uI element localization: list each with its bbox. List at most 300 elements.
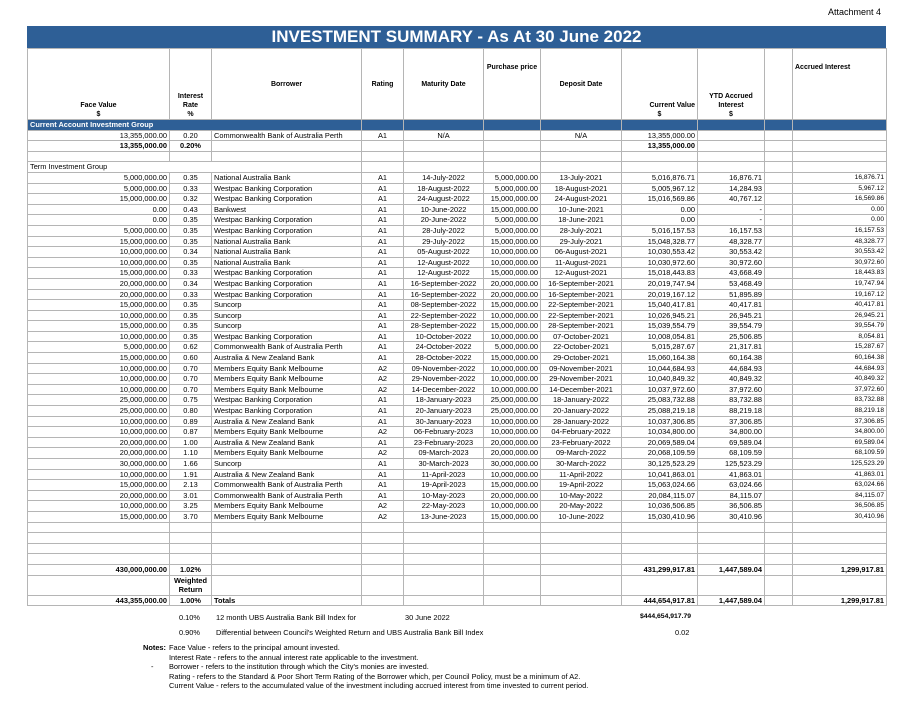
empty-cell: [793, 554, 887, 565]
cell-maturity-date: 09-March-2023: [404, 448, 484, 459]
empty-cell: [541, 522, 622, 533]
cell-face-value: 15,000,000.00: [28, 268, 170, 279]
cell-blank: [765, 204, 793, 215]
current-account-section-row: [28, 120, 887, 131]
table-row: [28, 469, 887, 480]
cell-blank: [765, 236, 793, 247]
empty-cell: [212, 564, 362, 575]
cell-accrued-interest: 44,684.93: [793, 363, 887, 374]
cell-blank: [765, 321, 793, 332]
cell-rating: A1: [362, 395, 404, 406]
cell-blank: [765, 183, 793, 194]
cell-maturity-date: 29-July-2022: [404, 236, 484, 247]
cell-ytd-accrued: 43,668.49: [698, 268, 765, 279]
cell-purchase-price: 5,000,000.00: [484, 225, 541, 236]
header-current-value: [622, 49, 698, 120]
header-ytd-accrued-label: YTD Accrued Interest: [709, 93, 753, 109]
cell-ytd-accrued: 34,800.00: [698, 427, 765, 438]
header-ytd-accrued: [698, 49, 765, 120]
cell-blank: [765, 448, 793, 459]
cell-rate: 0.89: [170, 416, 212, 427]
empty-cell: [404, 575, 484, 595]
cell-borrower: Members Equity Bank Melbourne: [212, 448, 362, 459]
cell-maturity-date: 10-June-2022: [404, 204, 484, 215]
cell-blank: [765, 406, 793, 417]
cell-blank: [765, 427, 793, 438]
cell-maturity-date: 16-September-2022: [404, 278, 484, 289]
cell-maturity-date: 28-October-2022: [404, 353, 484, 364]
empty-cell: [698, 533, 765, 544]
empty-cell: [622, 533, 698, 544]
cell-rate: 1.66: [170, 459, 212, 470]
table-row: [28, 215, 887, 226]
cell-accrued-interest: 18,443.83: [793, 268, 887, 279]
note-line: Face Value - refers to the principal amount invested.: [169, 643, 340, 652]
header-maturity-date: Maturity Date: [404, 49, 484, 120]
cell-maturity-date: 24-October-2022: [404, 342, 484, 353]
empty-cell: [541, 554, 622, 565]
subtotal-accrued-interest: 1,299,917.81: [793, 564, 887, 575]
cell-rate: 0.35: [170, 225, 212, 236]
cell-current-value: 20,069,589.04: [622, 437, 698, 448]
cell-rating: A1: [362, 353, 404, 364]
cell-rate: 0.33: [170, 183, 212, 194]
cell-purchase-price: 15,000,000.00: [484, 353, 541, 364]
empty-cell: [793, 575, 887, 595]
cell-accrued-interest: 0.00: [793, 204, 887, 215]
header-rating: Rating: [362, 49, 404, 120]
table-row: [28, 427, 887, 438]
table-row: [28, 406, 887, 417]
table-row: [28, 289, 887, 300]
cell-accrued-interest: 26,945.21: [793, 310, 887, 321]
cell-blank: [765, 310, 793, 321]
table-row: [28, 374, 887, 385]
cell-purchase-price: 10,000,000.00: [484, 247, 541, 258]
cell-deposit-date: 13-July-2021: [541, 172, 622, 183]
cell-accrued-interest: 83,732.88: [793, 395, 887, 406]
cell-deposit-date: 10-May-2022: [541, 490, 622, 501]
cell-rating: A2: [362, 448, 404, 459]
cell-maturity-date: 13-June-2023: [404, 511, 484, 522]
table-row: [28, 395, 887, 406]
header-purchase-price: Purchase price: [484, 49, 541, 120]
empty-cell: [170, 554, 212, 565]
cell-maturity-date: 28-July-2022: [404, 225, 484, 236]
cell-ytd-accrued: [698, 130, 765, 141]
cell-blank: [765, 480, 793, 491]
cell-accrued-interest: 68,109.59: [793, 448, 887, 459]
cell-ytd-accrued: 48,328.77: [698, 236, 765, 247]
empty-cell: [362, 595, 404, 606]
cell-accrued-interest: 34,800.00: [793, 427, 887, 438]
cell-current-value: 10,034,800.00: [622, 427, 698, 438]
table-row: [28, 225, 887, 236]
empty-cell: [793, 543, 887, 554]
cell-current-value: 15,048,328.77: [622, 236, 698, 247]
subtotal-face-value: 430,000,000.00: [28, 564, 170, 575]
cell-deposit-date: 28-September-2021: [541, 321, 622, 332]
cell-purchase-price: 15,000,000.00: [484, 511, 541, 522]
cell-purchase-price: 10,000,000.00: [484, 416, 541, 427]
cell-purchase-price: 20,000,000.00: [484, 278, 541, 289]
cell-rating: A2: [362, 374, 404, 385]
table-row: [28, 247, 887, 258]
empty-cell: [28, 575, 170, 595]
empty-cell: [404, 564, 484, 575]
cell-rate: 0.34: [170, 247, 212, 258]
cell-rating: A1: [362, 406, 404, 417]
cell-purchase-price: 5,000,000.00: [484, 215, 541, 226]
cell-rating: A1: [362, 342, 404, 353]
table-row: [28, 384, 887, 395]
cell-rate: 1.91: [170, 469, 212, 480]
cell-face-value: 20,000,000.00: [28, 448, 170, 459]
cell-maturity-date: 30-January-2023: [404, 416, 484, 427]
cell-face-value: 10,000,000.00: [28, 247, 170, 258]
empty-cell: [793, 522, 887, 533]
table-row: [28, 353, 887, 364]
empty-cell: [698, 554, 765, 565]
cell-accrued-interest: 30,972.60: [793, 257, 887, 268]
empty-cell: [404, 533, 484, 544]
cell-accrued-interest: 5,967.12: [793, 183, 887, 194]
cell-face-value: 10,000,000.00: [28, 427, 170, 438]
cell-borrower: Suncorp: [212, 310, 362, 321]
cell-deposit-date: 18-August-2021: [541, 183, 622, 194]
cell-deposit-date: 22-September-2021: [541, 300, 622, 311]
current-account-row: [28, 130, 887, 141]
cell-deposit-date: 16-September-2021: [541, 289, 622, 300]
attachment-label: Attachment 4: [828, 7, 882, 17]
cell-purchase-price: 10,000,000.00: [484, 363, 541, 374]
cell-rating: A2: [362, 501, 404, 512]
cell-borrower: Suncorp: [212, 300, 362, 311]
empty-cell: [541, 595, 622, 606]
cell-purchase-price: 10,000,000.00: [484, 374, 541, 385]
total-current-value: 444,654,917.81: [622, 595, 698, 606]
cell-ytd-accrued: 14,284.93: [698, 183, 765, 194]
cell-borrower: Westpac Banking Corporation: [212, 194, 362, 205]
header-current-value-label: Current Value: [649, 102, 695, 109]
cell-rate: 0.35: [170, 331, 212, 342]
cell-purchase-price: 20,000,000.00: [484, 289, 541, 300]
cell-blank: [765, 437, 793, 448]
cell-accrued-interest: 8,054.81: [793, 331, 887, 342]
cell-ytd-accrued: 53,468.49: [698, 278, 765, 289]
header-row: [28, 49, 887, 120]
cell-rating: A1: [362, 416, 404, 427]
empty-cell: [404, 543, 484, 554]
cell-accrued-interest: 69,589.04: [793, 437, 887, 448]
cell-purchase-price: 15,000,000.00: [484, 194, 541, 205]
cell-face-value: 30,000,000.00: [28, 459, 170, 470]
cell-maturity-date: 12-August-2022: [404, 268, 484, 279]
cell-rating: A1: [362, 225, 404, 236]
cell-rate: 0.35: [170, 321, 212, 332]
table-row: [28, 448, 887, 459]
cell-deposit-date: 24-August-2021: [541, 194, 622, 205]
cell-face-value: 20,000,000.00: [28, 437, 170, 448]
spacer-row: [28, 151, 887, 162]
cell-current-value: 0.00: [622, 215, 698, 226]
cell-deposit-date: 18-January-2022: [541, 395, 622, 406]
cell-maturity-date: 23-February-2023: [404, 437, 484, 448]
notes-dash: -: [151, 662, 154, 671]
cell-rate: 0.35: [170, 257, 212, 268]
note-line: Rating - refers to the Standard & Poor Short Term Rating of the Borrower which, per Council Policy, must be a minimum of A2.: [169, 671, 581, 681]
weighted-return-row: [28, 575, 887, 595]
cell-deposit-date: 07-October-2021: [541, 331, 622, 342]
cell-purchase-price: 5,000,000.00: [484, 172, 541, 183]
cell-rate: 0.33: [170, 268, 212, 279]
cell-current-value: 15,018,443.83: [622, 268, 698, 279]
cell-borrower: Westpac Banking Corporation: [212, 183, 362, 194]
cell-current-value: 10,037,972.60: [622, 384, 698, 395]
empty-cell: [541, 543, 622, 554]
cell-current-value: 5,016,157.53: [622, 225, 698, 236]
cell-current-value: 10,030,553.42: [622, 247, 698, 258]
bbsw-amount: $444,654,917.79: [640, 613, 692, 620]
cell-rating: A1: [362, 204, 404, 215]
cell-borrower: Westpac Banking Corporation: [212, 395, 362, 406]
diff-amount: 0.02: [675, 628, 690, 637]
cell-rate: 0.70: [170, 374, 212, 385]
cell-deposit-date: 06-August-2021: [541, 247, 622, 258]
cell-accrued-interest: 39,554.79: [793, 321, 887, 332]
cell-deposit-date: 19-April-2022: [541, 480, 622, 491]
cell-ytd-accrued: 37,972.60: [698, 384, 765, 395]
cell-purchase-price: 5,000,000.00: [484, 342, 541, 353]
subtotal-current-value: 13,355,000.00: [622, 141, 698, 152]
cell-borrower: Suncorp: [212, 321, 362, 332]
table-row: [28, 310, 887, 321]
cell-rating: A1: [362, 289, 404, 300]
current-account-section-label: Current Account Investment Group: [28, 120, 362, 131]
header-accrued-interest: Accrued Interest: [793, 49, 887, 120]
cell-ytd-accrued: 40,849.32: [698, 374, 765, 385]
cell-face-value: 10,000,000.00: [28, 331, 170, 342]
cell-deposit-date: 20-January-2022: [541, 406, 622, 417]
header-ytd-accrued-unit: $: [729, 111, 733, 118]
header-current-value-unit: $: [657, 111, 662, 118]
cell-current-value: 25,088,219.18: [622, 406, 698, 417]
header-interest-rate-label: Interest Rate: [177, 93, 204, 109]
subtotal-face-value: 13,355,000.00: [28, 141, 170, 152]
cell-deposit-date: 12-August-2021: [541, 268, 622, 279]
empty-cell: [541, 575, 622, 595]
cell-ytd-accrued: 39,554.79: [698, 321, 765, 332]
cell-rate: 1.10: [170, 448, 212, 459]
cell-maturity-date: 10-May-2023: [404, 490, 484, 501]
note-line: Current Value - refers to the accumulated value of the investment including accrued interest from time invested to current period.: [169, 681, 589, 691]
cell-borrower: National Australia Bank: [212, 236, 362, 247]
term-section-row: [28, 162, 887, 173]
cell-deposit-date: 28-January-2022: [541, 416, 622, 427]
empty-row: [28, 533, 887, 544]
empty-cell: [28, 554, 170, 565]
cell-purchase-price: 10,000,000.00: [484, 469, 541, 480]
cell-rate: 0.32: [170, 194, 212, 205]
cell-accrued-interest: 41,863.01: [793, 469, 887, 480]
cell-accrued-interest: 37,306.85: [793, 416, 887, 427]
note-line: Borrower - refers to the institution through which the City's monies are invested.: [169, 662, 429, 672]
cell-maturity-date: N/A: [404, 130, 484, 141]
empty-cell: [484, 522, 541, 533]
cell-ytd-accrued: 36,506.85: [698, 501, 765, 512]
cell-purchase-price: 15,000,000.00: [484, 300, 541, 311]
cell-ytd-accrued: 60,164.38: [698, 353, 765, 364]
cell-borrower: Westpac Banking Corporation: [212, 268, 362, 279]
empty-cell: [212, 554, 362, 565]
cell-purchase-price: 10,000,000.00: [484, 384, 541, 395]
cell-accrued-interest: 36,506.85: [793, 501, 887, 512]
empty-cell: [765, 543, 793, 554]
cell-deposit-date: 22-October-2021: [541, 342, 622, 353]
cell-blank: [765, 268, 793, 279]
empty-cell: [765, 522, 793, 533]
cell-ytd-accrued: 88,219.18: [698, 406, 765, 417]
table-row: [28, 331, 887, 342]
empty-cell: [484, 575, 541, 595]
cell-accrued-interest: 16,569.86: [793, 194, 887, 205]
cell-rating: A2: [362, 363, 404, 374]
empty-cell: [765, 533, 793, 544]
note-line: Interest Rate - refers to the annual interest rate applicable to the investment.: [169, 652, 419, 662]
cell-purchase-price: 10,000,000.00: [484, 257, 541, 268]
empty-cell: [212, 522, 362, 533]
cell-purchase-price: 15,000,000.00: [484, 204, 541, 215]
table-row: [28, 194, 887, 205]
header-face-value-label: Face Value: [80, 102, 117, 109]
cell-ytd-accrued: 40,417.81: [698, 300, 765, 311]
empty-cell: [362, 543, 404, 554]
cell-rating: A2: [362, 427, 404, 438]
empty-row: [28, 554, 887, 565]
cell-current-value: 20,019,167.12: [622, 289, 698, 300]
empty-cell: [484, 564, 541, 575]
cell-accrued-interest: 88,219.18: [793, 406, 887, 417]
cell-current-value: 15,039,554.79: [622, 321, 698, 332]
cell-ytd-accrued: 84,115.07: [698, 490, 765, 501]
empty-cell: [765, 575, 793, 595]
bbsw-label: 12 month UBS Australia Bank Bill Index for: [216, 613, 357, 622]
cell-rate: 0.87: [170, 427, 212, 438]
empty-cell: [622, 522, 698, 533]
cell-face-value: 20,000,000.00: [28, 278, 170, 289]
cell-borrower: Bankwest: [212, 204, 362, 215]
empty-cell: [765, 595, 793, 606]
cell-rate: 0.35: [170, 236, 212, 247]
cell-face-value: 10,000,000.00: [28, 363, 170, 374]
total-face-value: 443,355,000.00: [28, 595, 170, 606]
cell-rating: A2: [362, 384, 404, 395]
cell-accrued-interest: 37,972.60: [793, 384, 887, 395]
cell-rating: A1: [362, 183, 404, 194]
total-accrued-interest: 1,299,917.81: [793, 595, 887, 606]
cell-rate: 1.00: [170, 437, 212, 448]
cell-face-value: 15,000,000.00: [28, 353, 170, 364]
cell-borrower: Australia & New Zealand Bank: [212, 437, 362, 448]
empty-cell: [28, 533, 170, 544]
cell-ytd-accrued: 26,945.21: [698, 310, 765, 321]
cell-purchase-price: 25,000,000.00: [484, 395, 541, 406]
table-row: [28, 236, 887, 247]
cell-deposit-date: 29-November-2021: [541, 374, 622, 385]
cell-blank: [765, 289, 793, 300]
cell-current-value: 10,026,945.21: [622, 310, 698, 321]
cell-blank: [765, 501, 793, 512]
empty-cell: [212, 533, 362, 544]
cell-face-value: 5,000,000.00: [28, 225, 170, 236]
table-row: [28, 363, 887, 374]
cell-maturity-date: 06-February-2023: [404, 427, 484, 438]
diff-label: Differential between Council's Weighted Return and UBS Australia Bank Bill Index: [216, 628, 484, 637]
cell-deposit-date: 11-April-2022: [541, 469, 622, 480]
cell-face-value: 15,000,000.00: [28, 194, 170, 205]
cell-face-value: 15,000,000.00: [28, 511, 170, 522]
cell-maturity-date: 11-April-2023: [404, 469, 484, 480]
cell-rating: A1: [362, 278, 404, 289]
cell-rate: 0.20: [170, 130, 212, 141]
notes-label: Notes:: [143, 643, 166, 652]
cell-blank: [765, 490, 793, 501]
cell-blank: [765, 459, 793, 470]
cell-blank: [765, 416, 793, 427]
cell-blank: [765, 363, 793, 374]
cell-current-value: 10,040,849.32: [622, 374, 698, 385]
header-face-value-unit: $: [96, 111, 101, 118]
cell-face-value: 10,000,000.00: [28, 257, 170, 268]
cell-blank: [765, 384, 793, 395]
cell-deposit-date: 23-February-2022: [541, 437, 622, 448]
empty-cell: [362, 554, 404, 565]
table-row: [28, 321, 887, 332]
cell-deposit-date: 18-June-2021: [541, 215, 622, 226]
cell-borrower: Westpac Banking Corporation: [212, 278, 362, 289]
cell-purchase-price: 15,000,000.00: [484, 236, 541, 247]
term-subtotal-row: [28, 564, 887, 575]
cell-accrued-interest: 40,417.81: [793, 300, 887, 311]
cell-purchase-price: 20,000,000.00: [484, 448, 541, 459]
cell-purchase-price: 15,000,000.00: [484, 268, 541, 279]
cell-maturity-date: 16-September-2022: [404, 289, 484, 300]
empty-cell: [484, 595, 541, 606]
cell-face-value: 20,000,000.00: [28, 490, 170, 501]
cell-purchase-price: 10,000,000.00: [484, 427, 541, 438]
cell-ytd-accrued: 44,684.93: [698, 363, 765, 374]
header-deposit-date: Deposit Date: [541, 49, 622, 120]
table-row: [28, 183, 887, 194]
cell-blank: [765, 353, 793, 364]
cell-blank: [765, 215, 793, 226]
empty-cell: [698, 543, 765, 554]
cell-blank: [765, 395, 793, 406]
cell-maturity-date: 08-September-2022: [404, 300, 484, 311]
cell-purchase-price: 15,000,000.00: [484, 321, 541, 332]
cell-rating: A1: [362, 215, 404, 226]
cell-ytd-accrued: 37,306.85: [698, 416, 765, 427]
cell-ytd-accrued: 69,589.04: [698, 437, 765, 448]
cell-borrower: Australia & New Zealand Bank: [212, 469, 362, 480]
cell-rate: 0.35: [170, 215, 212, 226]
cell-face-value: 13,355,000.00: [28, 130, 170, 141]
subtotal-current-value: 431,299,917.81: [622, 564, 698, 575]
table-row: [28, 278, 887, 289]
empty-cell: [404, 522, 484, 533]
cell-purchase-price: 5,000,000.00: [484, 183, 541, 194]
bbsw-rate: 0.10%: [179, 613, 200, 622]
